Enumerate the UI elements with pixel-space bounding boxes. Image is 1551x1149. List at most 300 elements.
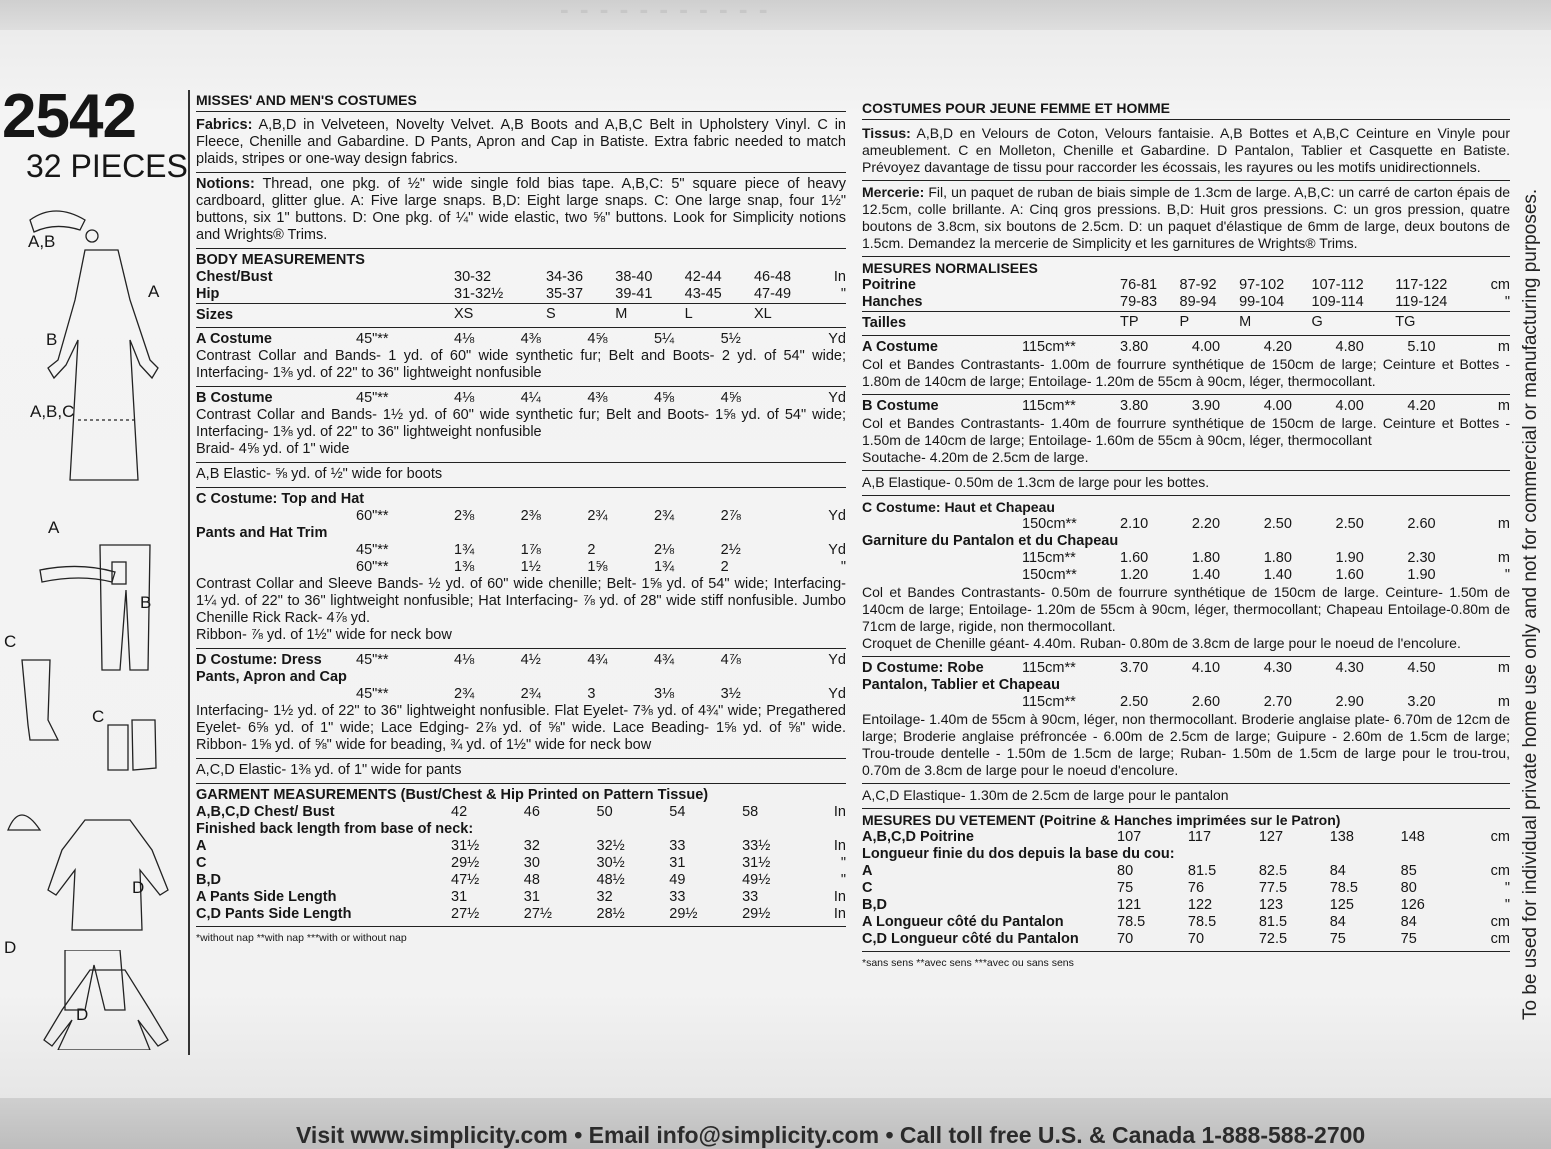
fr-d-costume (862, 656, 1510, 779)
fr-hip-3: 109-114 (1311, 294, 1364, 310)
fr-chest-0: 76-81 (1120, 277, 1158, 293)
en-b-v4: 4⅝ (720, 390, 741, 406)
en-b-label: B Costume (196, 390, 273, 406)
fr-a-costume (862, 335, 1510, 390)
fr-d-w2: 115cm** (1022, 694, 1076, 710)
fr-d-text: Entoilage- 1.40m de 55cm à 90cm, léger, non thermocollant. Broderie anglaise plate- 6.70m de 12cm de large; Broderie anglaise préfroncée - 6.00m de 2.5cm de large; Guipure - 2.60m de 1.5cm de large; Trou-troude dentelle - 1.50m de 1.5cm de large; Ruban- 1.50m de 1.5cm de large pour le trou-trou, 0.70m de 3.8cm de large pour le noeud d'encolure. (862, 711, 1510, 778)
en-c-w3: 60"** (356, 559, 389, 575)
fr-garment-row-label: C,D Longueur côté du Pantalon (862, 931, 1079, 947)
en-d-v2-4: 3½ (720, 686, 741, 702)
fr-d-unit2: m (1497, 694, 1510, 710)
side-usage-note: To be used for individual private home use only and not for commercial or manufacturing purposes. (1520, 188, 1541, 1020)
en-garment-value: 29½ (451, 855, 480, 871)
fr-c-unit2: m (1497, 550, 1510, 566)
view-label-b2: B (140, 593, 152, 612)
fr-chest-3: 107-112 (1311, 277, 1364, 293)
en-hip-row (196, 286, 846, 304)
en-garment-value: 29½ (742, 906, 771, 922)
fr-b-v3: 4.00 (1335, 398, 1364, 414)
fr-garment-row (862, 829, 1510, 846)
en-garment-measurements (196, 783, 846, 923)
fr-garment-value: 75 (1117, 880, 1134, 896)
en-chest-0: 30-32 (454, 269, 492, 285)
en-garment-value: 30 (523, 855, 540, 871)
en-chest-4: 46-48 (753, 269, 792, 285)
fr-garment-value: 107 (1117, 829, 1142, 845)
fr-garment-row-label: B,D (862, 897, 887, 913)
fr-b-costume (862, 394, 1510, 466)
en-footnote: *without nap **with nap ***with or without nap (196, 926, 846, 947)
en-c-unit3: " (840, 559, 846, 575)
en-a-costume (196, 327, 846, 382)
fr-garment-value: 122 (1187, 897, 1213, 913)
en-hip-2: 39-41 (615, 286, 653, 302)
en-d-unit1: Yd (828, 652, 846, 668)
en-garment-value: 32 (523, 838, 540, 854)
fr-size-3: G (1311, 313, 1323, 330)
en-c-v3-2: 1⅝ (587, 559, 608, 575)
fr-c-v1-3: 2.50 (1335, 516, 1364, 532)
fr-c-label: C Costume: Haut et Chapeau (862, 499, 1055, 515)
en-d-text: Interfacing- 1½ yd. of 22" to 36" lightweight nonfusible. Flat Eyelet- 7⅜ yd. of 4¾" wide; Pregathered Eyelet- 6⅝ yd. of 1" wide; Lace Edging- 2⅞ yd. of ⅝" wide. Lace Beading- 1⅝ yd. of ⅝" wide. Ribbon- 1⅝ yd. of ⅝" wide for beading, ¾ yd. of 1½" wide for neck bow (196, 703, 846, 753)
fr-d-v2-2: 2.70 (1263, 694, 1292, 710)
fr-c-w2: 115cm** (1022, 550, 1076, 566)
fr-d-v2-4: 3.20 (1407, 694, 1436, 710)
fr-garment-value: 117 (1187, 829, 1212, 845)
en-garment-value: 29½ (669, 906, 698, 922)
fr-b-text: Col et Bandes Contrastants- 1.40m de fourrure synthétique de 150cm de large. Ceinture et Bottes - 1.50m de 140cm de large; Entoilage- 1.60m de 55cm à 90cm, léger, thermocollant (862, 415, 1510, 448)
fr-notions-text: Fil, un paquet de ruban de biais simple de 1.3cm de large. A,B,C: un carré de carton épais de 12.5cm, colle brillante. A: Cinq gros pressions. B,D: Huit gros pressions. C: un gros pression, quatre boutons de 3.8cm, six boutons de 2.5cm. D: un paquet d'élastique de 6mm de large, deux boutons de 1.5cm. Demandez la mercerie de Simplicity et les garnitures de Wrights® Trims. (862, 184, 1511, 251)
en-garment-row-label: A,B,C,D Chest/ Bust (196, 804, 335, 820)
en-garment-row (196, 821, 846, 838)
fr-c-v2-1: 1.80 (1191, 550, 1221, 566)
en-garment-value: 42 (451, 804, 468, 820)
en-d-w1: 45"** (356, 652, 389, 668)
fr-d-sub: Pantalon, Tablier et Chapeau (862, 677, 1060, 693)
fr-a-v4: 5.10 (1407, 339, 1436, 355)
en-fabrics-text: A,B,D in Velveteen, Novelty Velvet. A,B Boots and A,B,C Belt in Upholstery Vinyl. C in Fleece, Chenille and Gabardine. D Pants, Apron and Cap in Batiste. Extra fabric needed to match plaids, stripes or one-way design fabrics. (196, 117, 846, 167)
fr-garment-value: 123 (1258, 897, 1284, 913)
boot-b-sketch (108, 720, 156, 770)
fr-acd-elastic: A,C,D Elastique- 1.30m de 2.5cm de large pour le pantalon (862, 783, 1510, 804)
en-garment-value: 28½ (596, 906, 625, 922)
fr-b-v4: 4.20 (1407, 398, 1436, 414)
fr-garment-value: 78.5 (1329, 880, 1358, 896)
en-b-text: Contrast Collar and Bands- 1½ yd. of 60" wide synthetic fur; Belt and Boots- 1⅝ yd. of 54" wide; Interfacing- 1⅜ yd. of 22" to 36" lightweight nonfusible (196, 407, 846, 440)
fr-garment-value: 78.5 (1117, 914, 1146, 930)
en-garment-value: 49 (669, 872, 686, 888)
en-garment-row-label: B,D (196, 872, 221, 888)
fr-hip-1: 89-94 (1179, 294, 1217, 310)
hat-sketch (30, 211, 85, 232)
en-d-v1-2: 4¾ (587, 652, 608, 668)
en-d-w2: 45"** (356, 686, 389, 702)
en-d-v2-1: 2¾ (520, 686, 541, 702)
fr-garment-row (862, 897, 1510, 914)
en-body-title: BODY MEASUREMENTS (196, 252, 365, 268)
en-size-3: L (684, 305, 693, 322)
en-c-costume (196, 487, 846, 644)
fr-d-w1: 115cm** (1022, 660, 1076, 676)
fr-garment-row-label: C (862, 880, 873, 896)
fr-chest-2: 97-102 (1239, 277, 1285, 293)
en-a-text: Contrast Collar and Bands- 1 yd. of 60" wide synthetic fur; Belt and Boots- 2 yd. of 54" wide; Interfacing- 1⅜ yd. of 22" to 36" lightweight nonfusible (196, 348, 846, 381)
en-garment-value: 32 (596, 889, 613, 905)
fr-garment-value: 80 (1400, 880, 1417, 896)
fr-garment-value: 84 (1329, 914, 1346, 930)
fr-garment-value: 76 (1187, 880, 1205, 896)
en-garment-value: 49½ (742, 872, 771, 888)
en-c-v2-3: 2⅛ (653, 542, 675, 558)
top-fade-text: - - - - - - - - - - - (560, 0, 770, 24)
fr-c-v3-1: 1.40 (1191, 567, 1221, 583)
en-garment-value: 30½ (596, 855, 625, 871)
fr-size-0: TP (1120, 313, 1139, 330)
en-c-label: C Costume: Top and Hat (196, 491, 365, 507)
en-c-v1-1: 2⅜ (520, 508, 541, 524)
fr-chest-label: Poitrine (862, 277, 916, 293)
en-notions (196, 172, 846, 244)
en-garment-row-label: A (196, 838, 207, 854)
fr-c-v3-0: 1.20 (1120, 567, 1149, 583)
fr-garment-unit: cm (1490, 863, 1510, 879)
en-c-text: Contrast Collar and Sleeve Bands- ½ yd. of 60" wide chenille; Belt- 1⅝ yd. of 54" wide; Interfacing- 1¼ yd. of 22" to 36" lightweight nonfusible; Hat Interfacing- ⅞ yd. of 28" wide stiff nonfusible. Jumbo Chenille Rick Rack- 4⅞ yd. (196, 576, 846, 626)
fr-garment-value: 138 (1329, 829, 1354, 845)
en-d-unit2: Yd (828, 686, 846, 702)
view-label-c1: C (4, 632, 17, 651)
view-sketches (0, 190, 185, 1050)
en-b-braid: Braid- 4⅝ yd. of 1" wide (196, 441, 350, 457)
en-c-unit1: Yd (828, 508, 846, 524)
view-label-d3: D (76, 1005, 89, 1024)
en-garment-value: 50 (596, 804, 613, 820)
view-label-d2: D (4, 938, 17, 957)
en-hip-1: 35-37 (545, 286, 584, 302)
fr-d-v1-2: 4.30 (1263, 660, 1292, 676)
en-garment-row (196, 804, 846, 821)
fr-chest-4: 117-122 (1395, 277, 1448, 293)
en-c-v2-4: 2½ (720, 542, 741, 558)
fr-c-ribbon: Croquet de Chenille géant- 4.40m. Ruban- 0.80m de 3.8cm de large pour le noeud de l'encolure. (862, 635, 1461, 651)
fr-garment-row-label: Longueur finie du dos depuis la base du cou: (862, 846, 1175, 862)
en-garment-value: 31 (523, 889, 540, 905)
en-garment-value: 47½ (451, 872, 480, 888)
fr-garment-value: 75 (1400, 931, 1417, 947)
en-a-v4: 5½ (720, 331, 741, 347)
en-garment-row (196, 872, 846, 889)
en-d-v2-3: 3⅛ (653, 686, 675, 702)
en-garment-value: 31½ (742, 855, 771, 871)
en-garment-value: 33½ (742, 838, 771, 854)
en-fabrics-label: Fabrics: (196, 117, 253, 133)
en-chest-2: 38-40 (615, 269, 653, 285)
en-b-costume (196, 386, 846, 458)
en-c-v2-0: 1¾ (454, 542, 475, 558)
belt-sketch (40, 566, 115, 582)
en-a-v3: 5¼ (653, 331, 675, 347)
fr-garment-value: 85 (1400, 863, 1417, 879)
en-body-table (196, 269, 846, 324)
en-garment-value: 31 (451, 889, 468, 905)
fr-b-width: 115cm** (1022, 398, 1076, 414)
fr-garment-value: 126 (1400, 897, 1425, 913)
en-garment-value: 58 (742, 804, 759, 820)
fr-garment-value: 127 (1258, 829, 1284, 845)
fr-garment-value: 72.5 (1258, 931, 1288, 947)
fr-b-unit: m (1497, 398, 1510, 414)
fr-c-v1-1: 2.20 (1191, 516, 1221, 532)
fr-d-v1-3: 4.30 (1335, 660, 1364, 676)
fr-b-v2: 4.00 (1263, 398, 1292, 414)
fr-hip-4: 119-124 (1395, 294, 1448, 310)
en-garment-unit: In (833, 804, 846, 820)
en-d-v2-0: 2¾ (454, 686, 475, 702)
en-c-v3-3: 1¾ (653, 559, 675, 575)
fr-c-unit3: " (1504, 567, 1510, 583)
fr-d-v1-1: 4.10 (1191, 660, 1221, 676)
fr-c-v3-4: 1.90 (1407, 567, 1436, 583)
pants-d-sketch (30, 950, 140, 1020)
en-garment-unit: " (840, 855, 846, 871)
fr-c-text: Col et Bandes Contrastants- 0.50m de fourrure synthétique de 150cm de large. Ceinture- 1.50m de 140cm de large; Entoilage- 1.20m de 55cm à 90cm, léger, thermocollant; Chapeau Entoilage-0.80m de 71cm de large, rigide, non thermocollant. (862, 584, 1510, 634)
en-garment-table (196, 804, 846, 923)
fr-ab-elastic: A,B Elastique- 0.50m de 1.3cm de large pour les bottes. (862, 470, 1510, 491)
en-garment-unit: In (833, 838, 846, 854)
coat-a-sketch (48, 250, 158, 480)
en-c-v1-4: 2⅞ (720, 508, 741, 524)
fr-garment-unit: cm (1490, 914, 1510, 930)
fr-fabrics-label: Tissus: (862, 125, 911, 141)
fr-garment-value: 125 (1329, 897, 1354, 913)
view-label-d1: D (132, 878, 145, 897)
en-c-v2-1: 1⅞ (520, 542, 541, 558)
en-a-unit: Yd (828, 331, 846, 347)
en-garment-row-label: A Pants Side Length (196, 889, 337, 905)
view-label-a1: A (148, 282, 160, 301)
fr-notions (862, 180, 1510, 252)
en-ab-elastic: A,B Elastic- ⅝ yd. of ½" wide for boots (196, 462, 846, 483)
fr-hip-label: Hanches (862, 294, 923, 310)
fr-garment-row-label: A (862, 863, 873, 879)
en-a-v2: 4⅝ (587, 331, 608, 347)
en-c-ribbon: Ribbon- ⅞ yd. of 1½" wide for neck bow (196, 627, 452, 643)
en-d-sub: Pants, Apron and Cap (196, 669, 347, 685)
en-d-v1-0: 4⅛ (454, 652, 475, 668)
en-garment-value: 48 (523, 872, 540, 888)
fr-c-v1-4: 2.60 (1407, 516, 1436, 532)
fr-a-v0: 3.80 (1120, 339, 1149, 355)
pattern-number: 2542 (2, 82, 136, 151)
en-body-measurements (196, 248, 846, 324)
fr-garment-value: 70 (1187, 931, 1205, 947)
en-c-w2: 45"** (356, 542, 389, 558)
en-chest-row (196, 269, 846, 286)
fr-a-width: 115cm** (1022, 339, 1076, 355)
en-garment-value: 54 (669, 804, 686, 820)
en-size-1: S (545, 305, 556, 322)
fr-a-v2: 4.20 (1263, 339, 1292, 355)
hat-c-sketch (8, 815, 40, 830)
en-a-width: 45"** (356, 331, 389, 347)
en-garment-row-label: Finished back length from base of neck: (196, 821, 474, 837)
fr-body-title: MESURES NORMALISEES (862, 260, 1038, 276)
fr-d-v2-0: 2.50 (1120, 694, 1149, 710)
fr-garment-unit: cm (1490, 931, 1510, 947)
en-garment-row-label: C,D Pants Side Length (196, 906, 352, 922)
en-chest-3: 42-44 (684, 269, 722, 285)
en-b-v1: 4¼ (520, 390, 541, 406)
en-garment-value: 48½ (596, 872, 625, 888)
en-garment-value: 33 (669, 889, 686, 905)
en-garment-unit: In (833, 889, 846, 905)
en-chest-unit: In (833, 269, 846, 285)
fr-garment-value: 84 (1329, 863, 1346, 879)
fr-garment-row (862, 846, 1510, 863)
fr-b-braid: Soutache- 4.20m de 2.5cm de large. (862, 449, 1089, 465)
en-c-v3-1: 1½ (520, 559, 541, 575)
fr-garment-row (862, 914, 1510, 931)
fr-size-4: TG (1395, 313, 1416, 330)
en-garment-row (196, 838, 846, 855)
fr-hip-0: 79-83 (1120, 294, 1158, 310)
fr-a-v1: 4.00 (1191, 339, 1221, 355)
fr-d-v2-1: 2.60 (1191, 694, 1221, 710)
fr-chest-unit: cm (1490, 277, 1510, 293)
en-garment-value: 31½ (451, 838, 480, 854)
en-garment-row (196, 906, 846, 923)
fr-garment-row (862, 863, 1510, 880)
en-hip-0: 31-32½ (454, 286, 504, 302)
fr-d-unit1: m (1497, 660, 1510, 676)
fr-c-v2-0: 1.60 (1120, 550, 1149, 566)
en-acd-elastic: A,C,D Elastic- 1⅜ yd. of 1" wide for pants (196, 758, 846, 779)
en-garment-value: 32½ (596, 838, 625, 854)
fr-garment-table (862, 829, 1510, 948)
en-notions-label: Notions: (196, 176, 255, 192)
fr-footnote: *sans sens **avec sens ***avec ou sans sens (862, 951, 1510, 972)
fr-hip-2: 99-104 (1239, 294, 1285, 310)
en-chest-label: Chest/Bust (196, 269, 273, 285)
en-fabrics (196, 117, 846, 168)
en-a-label: A Costume (196, 331, 272, 347)
fr-d-v1-4: 4.50 (1407, 660, 1436, 676)
fr-garment-value: 80 (1117, 863, 1134, 879)
en-hip-4: 47-49 (753, 286, 792, 302)
en-garment-value: 46 (523, 804, 540, 820)
en-chest-1: 34-36 (545, 269, 584, 285)
fr-body-table (862, 277, 1510, 332)
fr-garment-row (862, 931, 1510, 948)
en-d-v1-4: 4⅞ (720, 652, 741, 668)
fr-garment-row-label: A Longueur côté du Pantalon (862, 914, 1064, 930)
en-garment-unit: " (840, 872, 846, 888)
en-garment-value: 31 (669, 855, 686, 871)
fr-b-v0: 3.80 (1120, 398, 1149, 414)
en-garment-value: 27½ (523, 906, 552, 922)
fr-a-text: Col et Bandes Contrastants- 1.00m de fourrure synthétique de 150cm de large; Ceinture et Bottes - 1.80m de 140cm de large; Entoilage- 1.20m de 55cm à 90cm, léger, thermocollant. (862, 356, 1510, 389)
fr-d-label: D Costume: Robe (862, 660, 984, 676)
en-notions-text: Thread, one pkg. of ½" wide single fold bias tape. A,B,C: 5" square piece of heavy cardboard, glitter glue. A: Five large snaps. B,D: Eight large snaps. C: One large snap, four 1½" buttons, six 1" buttons. D: One pkg. of ¼" wide elastic, two ⅝" buttons. Look for Simplicity notions and Wrights® Trims. (196, 176, 846, 243)
en-garment-value: 33 (742, 889, 759, 905)
view-label-a2: A (48, 518, 60, 537)
fr-size-1: P (1179, 313, 1190, 330)
fr-b-v1: 3.90 (1191, 398, 1221, 414)
fr-garment-value: 78.5 (1187, 914, 1217, 930)
fr-fabrics (862, 125, 1510, 176)
french-column (862, 100, 1510, 972)
fr-garment-value: 82.5 (1258, 863, 1288, 879)
en-d-v1-1: 4½ (520, 652, 541, 668)
en-d-label: D Costume: Dress (196, 652, 322, 668)
fr-garment-value: 84 (1400, 914, 1417, 930)
en-garment-row (196, 889, 846, 906)
en-d-v2-2: 3 (587, 686, 596, 702)
en-d-costume (196, 648, 846, 754)
pieces-count: 32 PIECES (26, 148, 188, 184)
fr-a-label: A Costume (862, 339, 938, 355)
fr-garment-unit: cm (1490, 829, 1510, 845)
en-a-v1: 4⅜ (520, 331, 541, 347)
fr-c-costume (862, 495, 1510, 652)
fr-d-v1-0: 3.70 (1120, 660, 1149, 676)
fr-garment-row (862, 880, 1510, 897)
fr-a-v3: 4.80 (1335, 339, 1364, 355)
fr-sizes-label: Tailles (862, 315, 907, 331)
fr-c-unit1: m (1497, 516, 1510, 532)
fr-garment-value: 77.5 (1258, 880, 1288, 896)
boot-a-sketch (22, 660, 58, 740)
fr-garment-unit: " (1504, 897, 1510, 913)
fr-c-v3-3: 1.60 (1335, 567, 1364, 583)
fr-hip-unit: " (1504, 294, 1510, 310)
fr-body-measurements (862, 256, 1510, 332)
en-c-v3-0: 1⅜ (454, 559, 475, 575)
fr-d-v2-3: 2.90 (1335, 694, 1364, 710)
en-size-4: XL (753, 305, 772, 322)
fr-c-v2-2: 1.80 (1263, 550, 1292, 566)
fr-garment-value: 148 (1400, 829, 1425, 845)
top-c-sketch (48, 820, 168, 930)
en-c-sub: Pants and Hat Trim (196, 525, 328, 541)
fr-garment-value: 70 (1117, 931, 1134, 947)
en-hip-3: 43-45 (684, 286, 722, 302)
en-size-0: XS (454, 305, 474, 322)
en-size-2: M (615, 305, 628, 322)
en-b-v3: 4⅝ (653, 390, 675, 406)
en-garment-title: GARMENT MEASUREMENTS (Bust/Chest & Hip Printed on Pattern Tissue) (196, 787, 709, 803)
en-b-v2: 4⅜ (587, 390, 608, 406)
en-sizes-label: Sizes (196, 307, 234, 323)
en-c-v1-3: 2¾ (653, 508, 675, 524)
fr-garment-unit: " (1504, 880, 1510, 896)
fr-garment-row-label: A,B,C,D Poitrine (862, 829, 974, 845)
fr-a-unit: m (1497, 339, 1510, 355)
english-column (196, 92, 846, 947)
view-label-b1: B (46, 330, 58, 349)
en-garment-row (196, 855, 846, 872)
fr-c-v2-4: 2.30 (1407, 550, 1436, 566)
footer-contact: Visit www.simplicity.com • Email info@simplicity.com • Call toll free U.S. & Canada 1-888-588-2700 (296, 1122, 1366, 1148)
fr-c-w1: 150cm** (1022, 516, 1077, 532)
en-garment-value: 33 (669, 838, 686, 854)
en-b-width: 45"** (356, 390, 389, 406)
en-c-v2-2: 2 (587, 542, 596, 558)
en-garment-row-label: C (196, 855, 207, 871)
view-label-abc: A,B,C (30, 402, 75, 421)
en-c-w1: 60"** (356, 508, 389, 524)
fr-garment-value: 81.5 (1187, 863, 1217, 879)
hat-pompom (86, 230, 98, 242)
